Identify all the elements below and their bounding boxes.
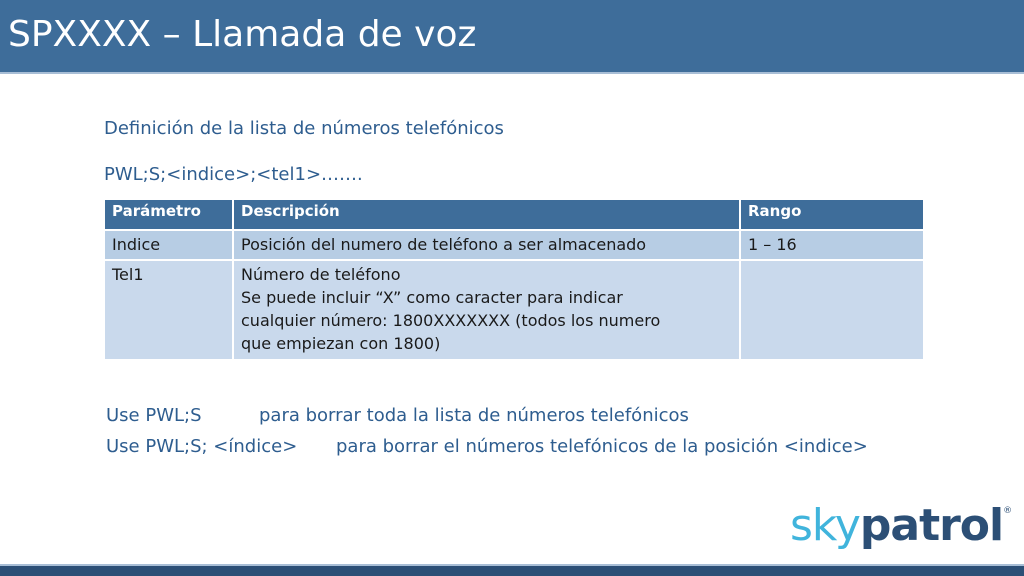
footer-bar [0, 566, 1024, 576]
table-row [104, 260, 924, 360]
logo-patrol-text: patrol [859, 500, 1004, 551]
usage-command: Use PWL;S; <índice> [106, 436, 298, 457]
description-line: Número de teléfono [241, 265, 401, 284]
cell-description [233, 260, 740, 360]
description-line: Posición del numero de teléfono a ser almacenado [241, 235, 647, 254]
logo-sky-text: sky [790, 500, 860, 551]
cell-range: 1 – 16 [740, 230, 924, 260]
registered-mark: ® [1003, 506, 1012, 516]
table-header-row [104, 199, 924, 230]
cell-param: Indice [104, 230, 233, 260]
header-rango: Rango [740, 199, 924, 230]
description-line: que empiezan con 1800) [241, 334, 441, 353]
syntax-subtitle: PWL;S;<indice>;<tel1>……. [104, 164, 363, 185]
skypatrol-logo [790, 500, 1011, 551]
table-row [104, 230, 924, 260]
description-line: Se puede incluir “X” como caracter para indicar [241, 288, 623, 307]
header-parametro: Parámetro [104, 199, 233, 230]
cell-param: Tel1 [104, 260, 233, 360]
usage-line-clear-index [106, 436, 868, 457]
usage-description: para borrar toda la lista de números telefónicos [259, 405, 689, 426]
usage-command: Use PWL;S [106, 405, 202, 426]
description-line: cualquier número: 1800XXXXXXX (todos los numero [241, 311, 661, 330]
header-descripcion: Descripción [233, 199, 740, 230]
cell-range [740, 260, 924, 360]
usage-line-clear-all [106, 405, 689, 426]
usage-description: para borrar el números telefónicos de la posición <indice> [336, 436, 868, 457]
title-bar [0, 0, 1024, 72]
parameter-table [103, 198, 925, 361]
title-divider [0, 72, 1024, 74]
definition-subtitle: Definición de la lista de números telefónicos [104, 118, 504, 139]
slide-title: SPXXXX – Llamada de voz [8, 14, 477, 55]
cell-description [233, 230, 740, 260]
